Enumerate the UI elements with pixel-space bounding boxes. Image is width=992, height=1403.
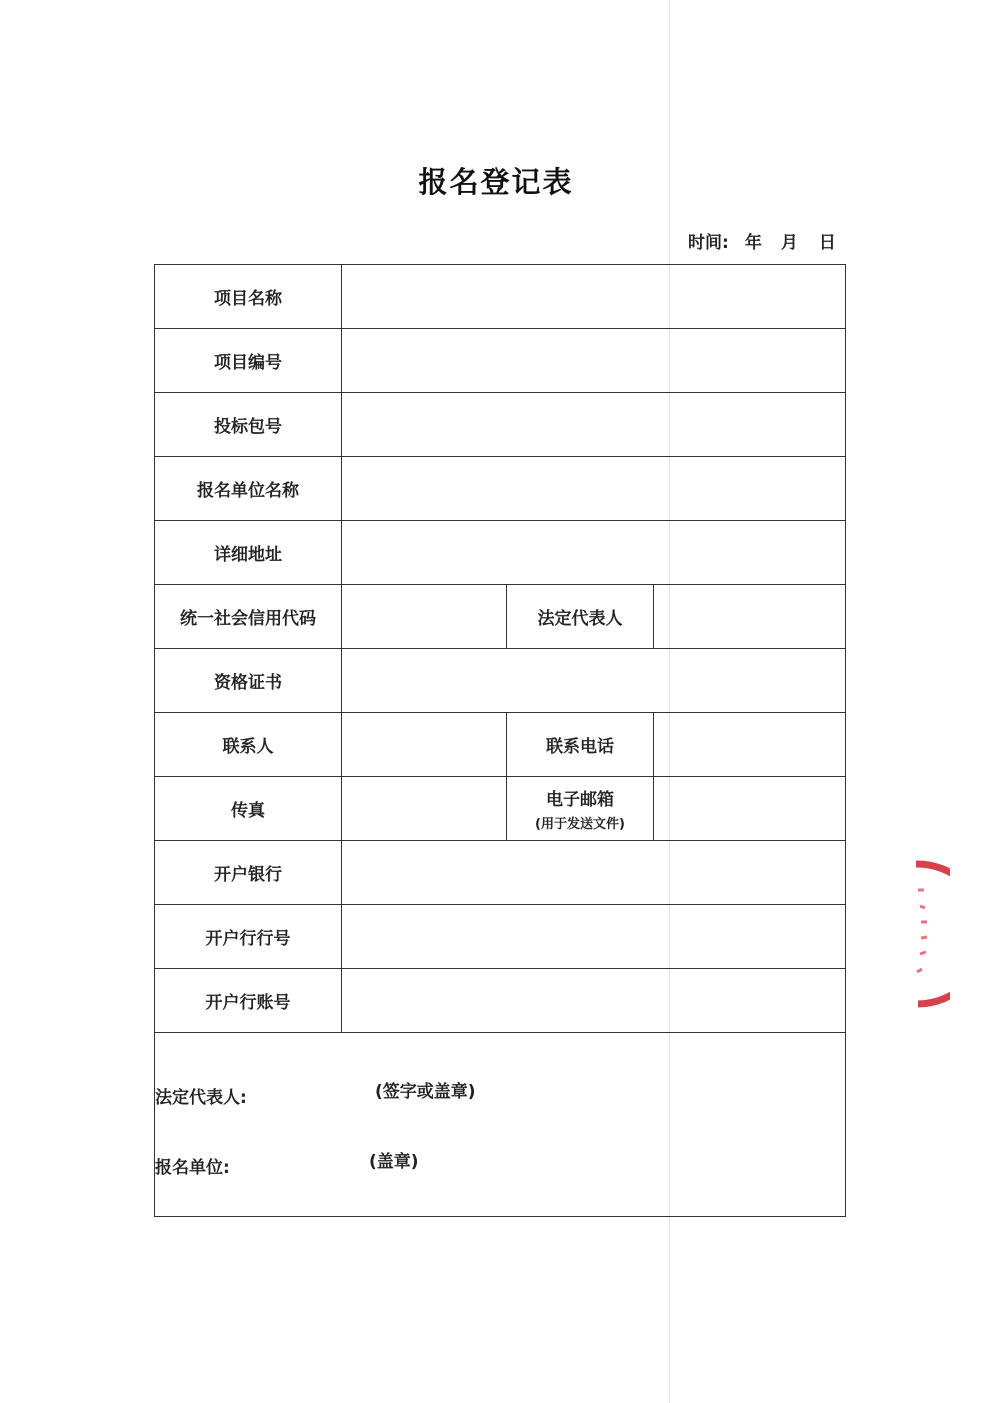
row-qualification bbox=[155, 649, 846, 713]
credit-code-label: 统一社会信用代码 bbox=[155, 585, 342, 649]
row-bank-account bbox=[155, 969, 846, 1033]
date-label: 时间: bbox=[688, 233, 729, 253]
email-label: 电子邮箱 bbox=[546, 790, 614, 810]
bank-no-label: 开户行行号 bbox=[155, 905, 342, 969]
email-label-cell bbox=[507, 777, 654, 841]
qualification-label: 资格证书 bbox=[155, 649, 342, 713]
bank-label: 开户银行 bbox=[155, 841, 342, 905]
date-year: 年 bbox=[744, 233, 762, 253]
legal-rep-sign-line bbox=[155, 1082, 476, 1108]
bid-package-label: 投标包号 bbox=[155, 393, 342, 457]
row-bank bbox=[155, 841, 846, 905]
row-address bbox=[155, 521, 846, 585]
row-bank-no bbox=[155, 905, 846, 969]
signature-block[interactable] bbox=[155, 1033, 846, 1217]
unit-sign-note: (盖章) bbox=[369, 1152, 419, 1172]
project-name-label: 项目名称 bbox=[155, 265, 342, 329]
legal-rep-sign-label: 法定代表人: bbox=[155, 1088, 247, 1108]
fax-label: 传真 bbox=[155, 777, 342, 841]
address-field[interactable] bbox=[342, 521, 846, 585]
row-project-name bbox=[155, 265, 846, 329]
address-label: 详细地址 bbox=[155, 521, 342, 585]
date-month: 月 bbox=[780, 233, 798, 253]
row-project-no bbox=[155, 329, 846, 393]
project-no-field[interactable] bbox=[342, 329, 846, 393]
project-name-field[interactable] bbox=[342, 265, 846, 329]
company-name-label: 报名单位名称 bbox=[155, 457, 342, 521]
unit-sign-label: 报名单位: bbox=[155, 1158, 230, 1178]
unit-sign-line bbox=[155, 1152, 419, 1178]
project-no-label: 项目编号 bbox=[155, 329, 342, 393]
date-line bbox=[688, 228, 836, 253]
contact-label: 联系人 bbox=[155, 713, 342, 777]
qualification-field[interactable] bbox=[342, 649, 846, 713]
partial-seal-stamp bbox=[888, 860, 950, 1010]
page-title: 报名登记表 bbox=[418, 165, 574, 199]
legal-rep-field[interactable] bbox=[654, 585, 846, 649]
contact-phone-field[interactable] bbox=[654, 713, 846, 777]
bank-account-field[interactable] bbox=[342, 969, 846, 1033]
seal-arc-icon bbox=[888, 860, 950, 1010]
company-name-field[interactable] bbox=[342, 457, 846, 521]
legal-rep-sign-note: (签字或盖章) bbox=[375, 1082, 476, 1102]
row-credit-code bbox=[155, 585, 846, 649]
contact-phone-label: 联系电话 bbox=[507, 713, 654, 777]
credit-code-field[interactable] bbox=[342, 585, 507, 649]
email-field[interactable] bbox=[654, 777, 846, 841]
row-bid-package bbox=[155, 393, 846, 457]
row-fax bbox=[155, 777, 846, 841]
registration-form-table bbox=[154, 264, 846, 1217]
legal-rep-label: 法定代表人 bbox=[507, 585, 654, 649]
email-note: (用于发送文件) bbox=[535, 817, 625, 832]
bank-account-label: 开户行账号 bbox=[155, 969, 342, 1033]
row-signature bbox=[155, 1033, 846, 1217]
row-contact bbox=[155, 713, 846, 777]
bid-package-field[interactable] bbox=[342, 393, 846, 457]
date-day: 日 bbox=[818, 233, 836, 253]
bank-field[interactable] bbox=[342, 841, 846, 905]
row-company-name bbox=[155, 457, 846, 521]
contact-field[interactable] bbox=[342, 713, 507, 777]
bank-no-field[interactable] bbox=[342, 905, 846, 969]
fax-field[interactable] bbox=[342, 777, 507, 841]
